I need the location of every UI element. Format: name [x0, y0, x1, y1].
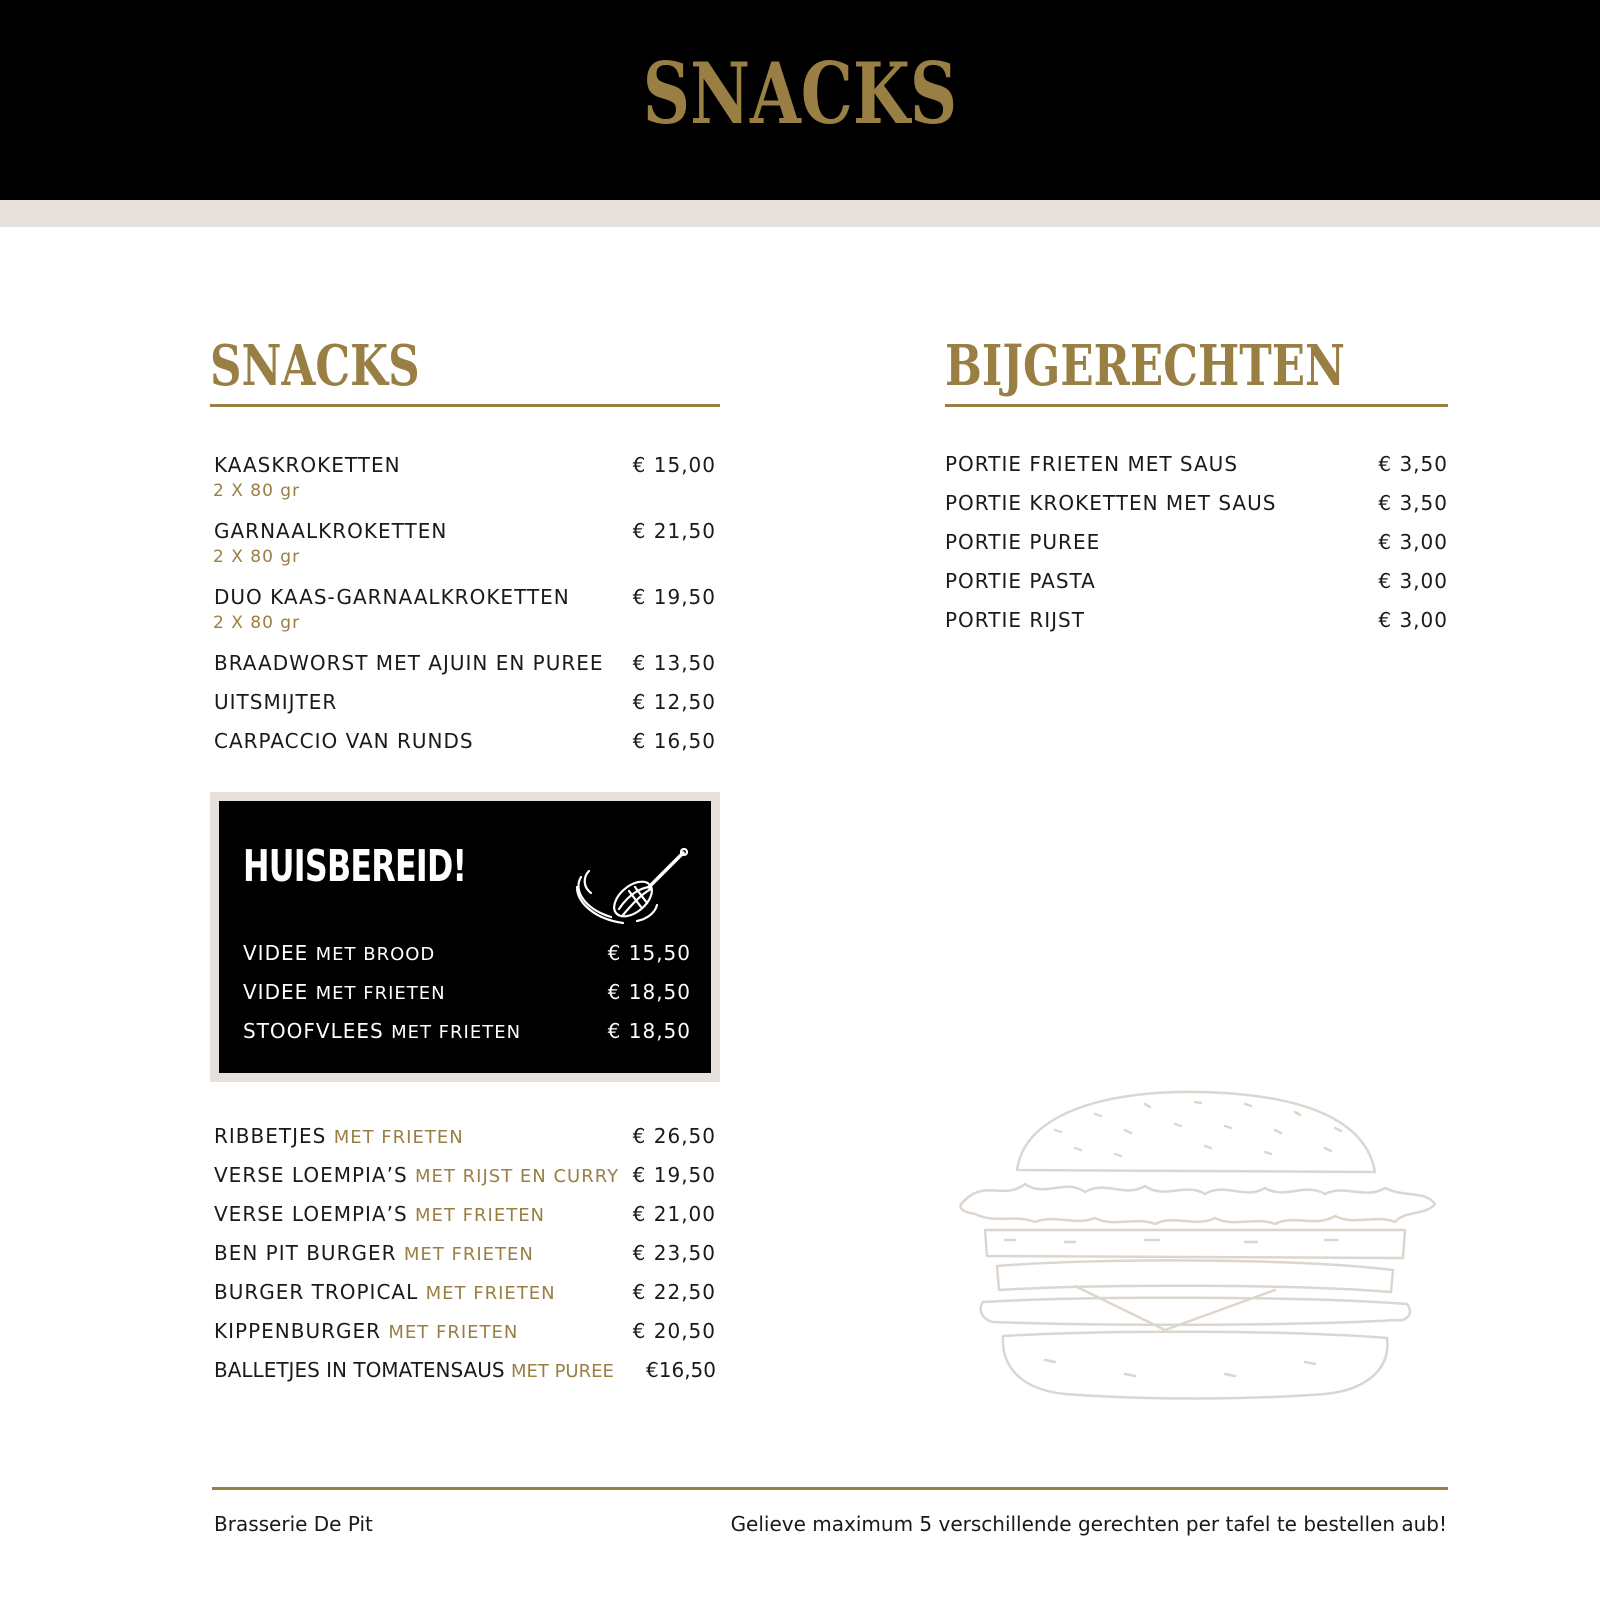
header-band — [0, 200, 1600, 227]
menu-item-loempia-frieten — [210, 1202, 720, 1241]
item-price: € 26,50 — [632, 1124, 716, 1148]
menu-item-ribbetjes — [210, 1124, 720, 1163]
menu-item-carpaccio — [210, 729, 720, 768]
item-price: € 21,50 — [632, 519, 716, 543]
item-price: € 21,00 — [632, 1202, 716, 1226]
item-modifier: MET FRIETEN — [403, 1244, 534, 1265]
item-name: PORTIE RIJST — [945, 608, 1085, 632]
item-price: € 23,50 — [632, 1241, 716, 1265]
item-name: PORTIE FRIETEN MET SAUS — [945, 452, 1239, 476]
menu-item-burger-tropical — [210, 1280, 720, 1319]
item-price: € 3,50 — [1378, 452, 1448, 476]
item-price: € 3,00 — [1378, 608, 1448, 632]
mains-list — [210, 1124, 720, 1397]
menu-item-duo-kroketten — [210, 585, 720, 651]
item-price: € 15,50 — [607, 941, 691, 965]
huisbereid-box — [210, 792, 720, 1082]
item-modifier: MET BROOD — [315, 944, 436, 965]
item-modifier: MET FRIETEN — [425, 1283, 556, 1304]
item-modifier: MET FRIETEN — [391, 1022, 522, 1043]
item-name: BEN PIT BURGER — [214, 1241, 397, 1265]
item-modifier: MET RIJST EN CURRY — [415, 1166, 620, 1187]
item-price: €16,50 — [646, 1358, 716, 1382]
item-price: € 18,50 — [607, 1019, 691, 1043]
item-price: € 19,50 — [632, 585, 716, 609]
item-name: CARPACCIO VAN RUNDS — [214, 729, 474, 753]
snacks-list — [210, 453, 720, 768]
item-price: € 20,50 — [632, 1319, 716, 1343]
item-modifier: MET FRIETEN — [315, 983, 446, 1004]
item-name: BURGER TROPICAL — [214, 1280, 419, 1304]
snacks-divider — [210, 404, 720, 407]
bijgerechten-section-title: BIJGERECHTEN — [945, 333, 1345, 399]
menu-item-portie-pasta — [945, 569, 1448, 608]
menu-item-stoofvlees — [243, 1019, 691, 1058]
item-price: € 12,50 — [632, 690, 716, 714]
menu-item-kippenburger — [210, 1319, 720, 1358]
item-name: PORTIE PASTA — [945, 569, 1096, 593]
footer-ordering-note: Gelieve maximum 5 verschillende gerechten per tafel te bestellen aub! — [730, 1512, 1447, 1536]
menu-item-ben-pit-burger — [210, 1241, 720, 1280]
item-name: KIPPENBURGER — [214, 1319, 382, 1343]
item-modifier: MET PUREE — [510, 1361, 614, 1382]
item-price: € 18,50 — [607, 980, 691, 1004]
bijgerechten-column — [945, 330, 1448, 632]
item-subtitle: 2 X 80 gr — [213, 613, 301, 633]
item-name: BALLETJES IN TOMATENSAUS — [214, 1358, 505, 1382]
page-header — [0, 0, 1600, 200]
huisbereid-list — [243, 941, 691, 1058]
item-price: € 15,00 — [632, 453, 716, 477]
item-name: BRAADWORST MET AJUIN EN PUREE — [214, 651, 604, 675]
menu-item-portie-puree — [945, 530, 1448, 569]
menu-item-kaaskroketten — [210, 453, 720, 519]
menu-item-portie-rijst — [945, 608, 1448, 647]
burger-illustration — [945, 1090, 1445, 1400]
menu-item-braadworst — [210, 651, 720, 690]
footer-restaurant-name: Brasserie De Pit — [214, 1512, 373, 1536]
menu-item-videe-brood — [243, 941, 691, 980]
item-price: € 3,50 — [1378, 491, 1448, 515]
item-price: € 16,50 — [632, 729, 716, 753]
item-name: GARNAALKROKETTEN — [214, 519, 448, 543]
page-title: SNACKS — [642, 44, 958, 143]
item-name: VERSE LOEMPIA’S — [214, 1202, 408, 1226]
menu-item-garnaalkroketten — [210, 519, 720, 585]
footer-divider — [212, 1487, 1448, 1490]
menu-item-videe-frieten — [243, 980, 691, 1019]
menu-item-uitsmijter — [210, 690, 720, 729]
menu-item-balletjes — [210, 1358, 720, 1397]
item-price: € 19,50 — [632, 1163, 716, 1187]
item-name: VIDEE — [243, 980, 309, 1004]
menu-item-portie-kroketten — [945, 491, 1448, 530]
item-price: € 3,00 — [1378, 530, 1448, 554]
huisbereid-title: HUISBEREID! — [243, 841, 467, 892]
huisbereid-panel — [219, 801, 711, 1073]
item-name: KAASKROKETTEN — [214, 453, 401, 477]
snacks-section-title: SNACKS — [210, 333, 420, 399]
snacks-column — [210, 330, 720, 1382]
item-name: VIDEE — [243, 941, 309, 965]
item-name: UITSMIJTER — [214, 690, 338, 714]
item-modifier: MET FRIETEN — [333, 1127, 464, 1148]
menu-item-portie-frieten — [945, 452, 1448, 491]
item-price: € 22,50 — [632, 1280, 716, 1304]
item-price: € 13,50 — [632, 651, 716, 675]
item-name: DUO KAAS-GARNAALKROKETTEN — [214, 585, 570, 609]
bijgerechten-divider — [945, 404, 1448, 407]
whisk-icon — [571, 847, 691, 929]
item-subtitle: 2 X 80 gr — [213, 547, 301, 567]
item-name: RIBBETJES — [214, 1124, 327, 1148]
item-name: PORTIE PUREE — [945, 530, 1101, 554]
item-name: VERSE LOEMPIA’S — [214, 1163, 408, 1187]
item-price: € 3,00 — [1378, 569, 1448, 593]
menu-item-loempia-rijst — [210, 1163, 720, 1202]
item-name: PORTIE KROKETTEN MET SAUS — [945, 491, 1277, 515]
bijgerechten-list — [945, 452, 1448, 647]
item-subtitle: 2 X 80 gr — [213, 481, 301, 501]
item-modifier: MET FRIETEN — [415, 1205, 546, 1226]
item-modifier: MET FRIETEN — [388, 1322, 519, 1343]
item-name: STOOFVLEES — [243, 1019, 384, 1043]
